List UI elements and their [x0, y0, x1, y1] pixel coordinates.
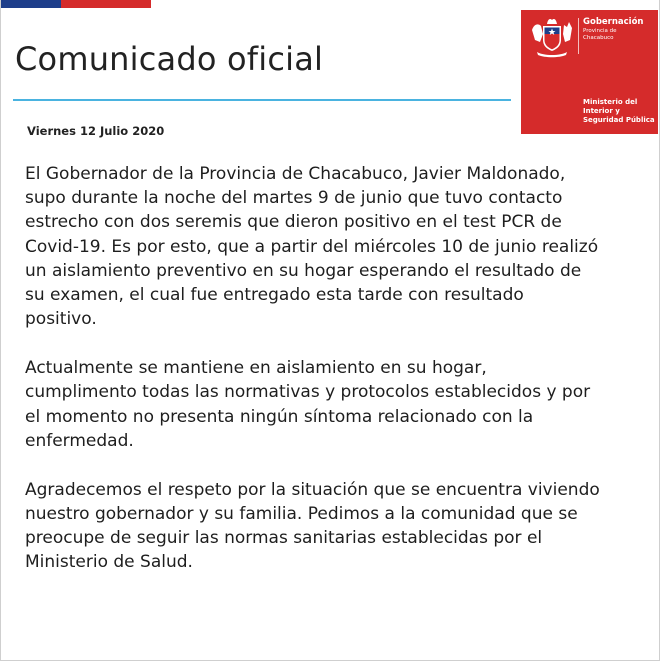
body-paragraph-3: Agradecemos el respeto por la situación que se encuentra viviendo nuestro gobernador y su familia. Pedimos a la comunidad que se preocupe de seguir las normas sanitarias establecidas por el Ministerio de Salud. [25, 479, 600, 573]
flag-stripe [1, 0, 151, 8]
title-divider [13, 99, 511, 101]
page-title: Comunicado oficial [15, 40, 324, 78]
flag-red-band [61, 0, 151, 8]
flag-blue-band [1, 0, 61, 8]
gobernacion-logo [521, 10, 658, 134]
logo-gobernacion-text: Gobernación [583, 17, 644, 27]
document-date: Viernes 12 Julio 2020 [27, 124, 165, 138]
logo-divider [578, 18, 579, 54]
document-body [25, 162, 651, 599]
chile-coat-of-arms-icon [529, 16, 575, 60]
logo-ministerio-text: Ministerio del Interior y Seguridad Pública [583, 98, 655, 124]
body-paragraph-2: Actualmente se mantiene en aislamiento en su hogar, cumplimento todas las normativas y protocolos establecidos y por el momento no presenta ningún síntoma relacionado con la enfermedad. [25, 358, 591, 451]
logo-provincia-text: Provincia de Chacabuco [583, 28, 617, 41]
body-paragraph-1: El Gobernador de la Provincia de Chacabuco, Javier Maldonado, supo durante la noche del martes 9 de junio que tuvo contacto estrecho con dos seremis que dieron positivo en el test PCR de Covid-19. Es por esto, que a partir del miércoles 10 de junio realizó un aislamiento preventivo en su hogar esperando el resultado de su examen, el cual fue entregado esta tarde con resultado positivo. [25, 164, 599, 330]
